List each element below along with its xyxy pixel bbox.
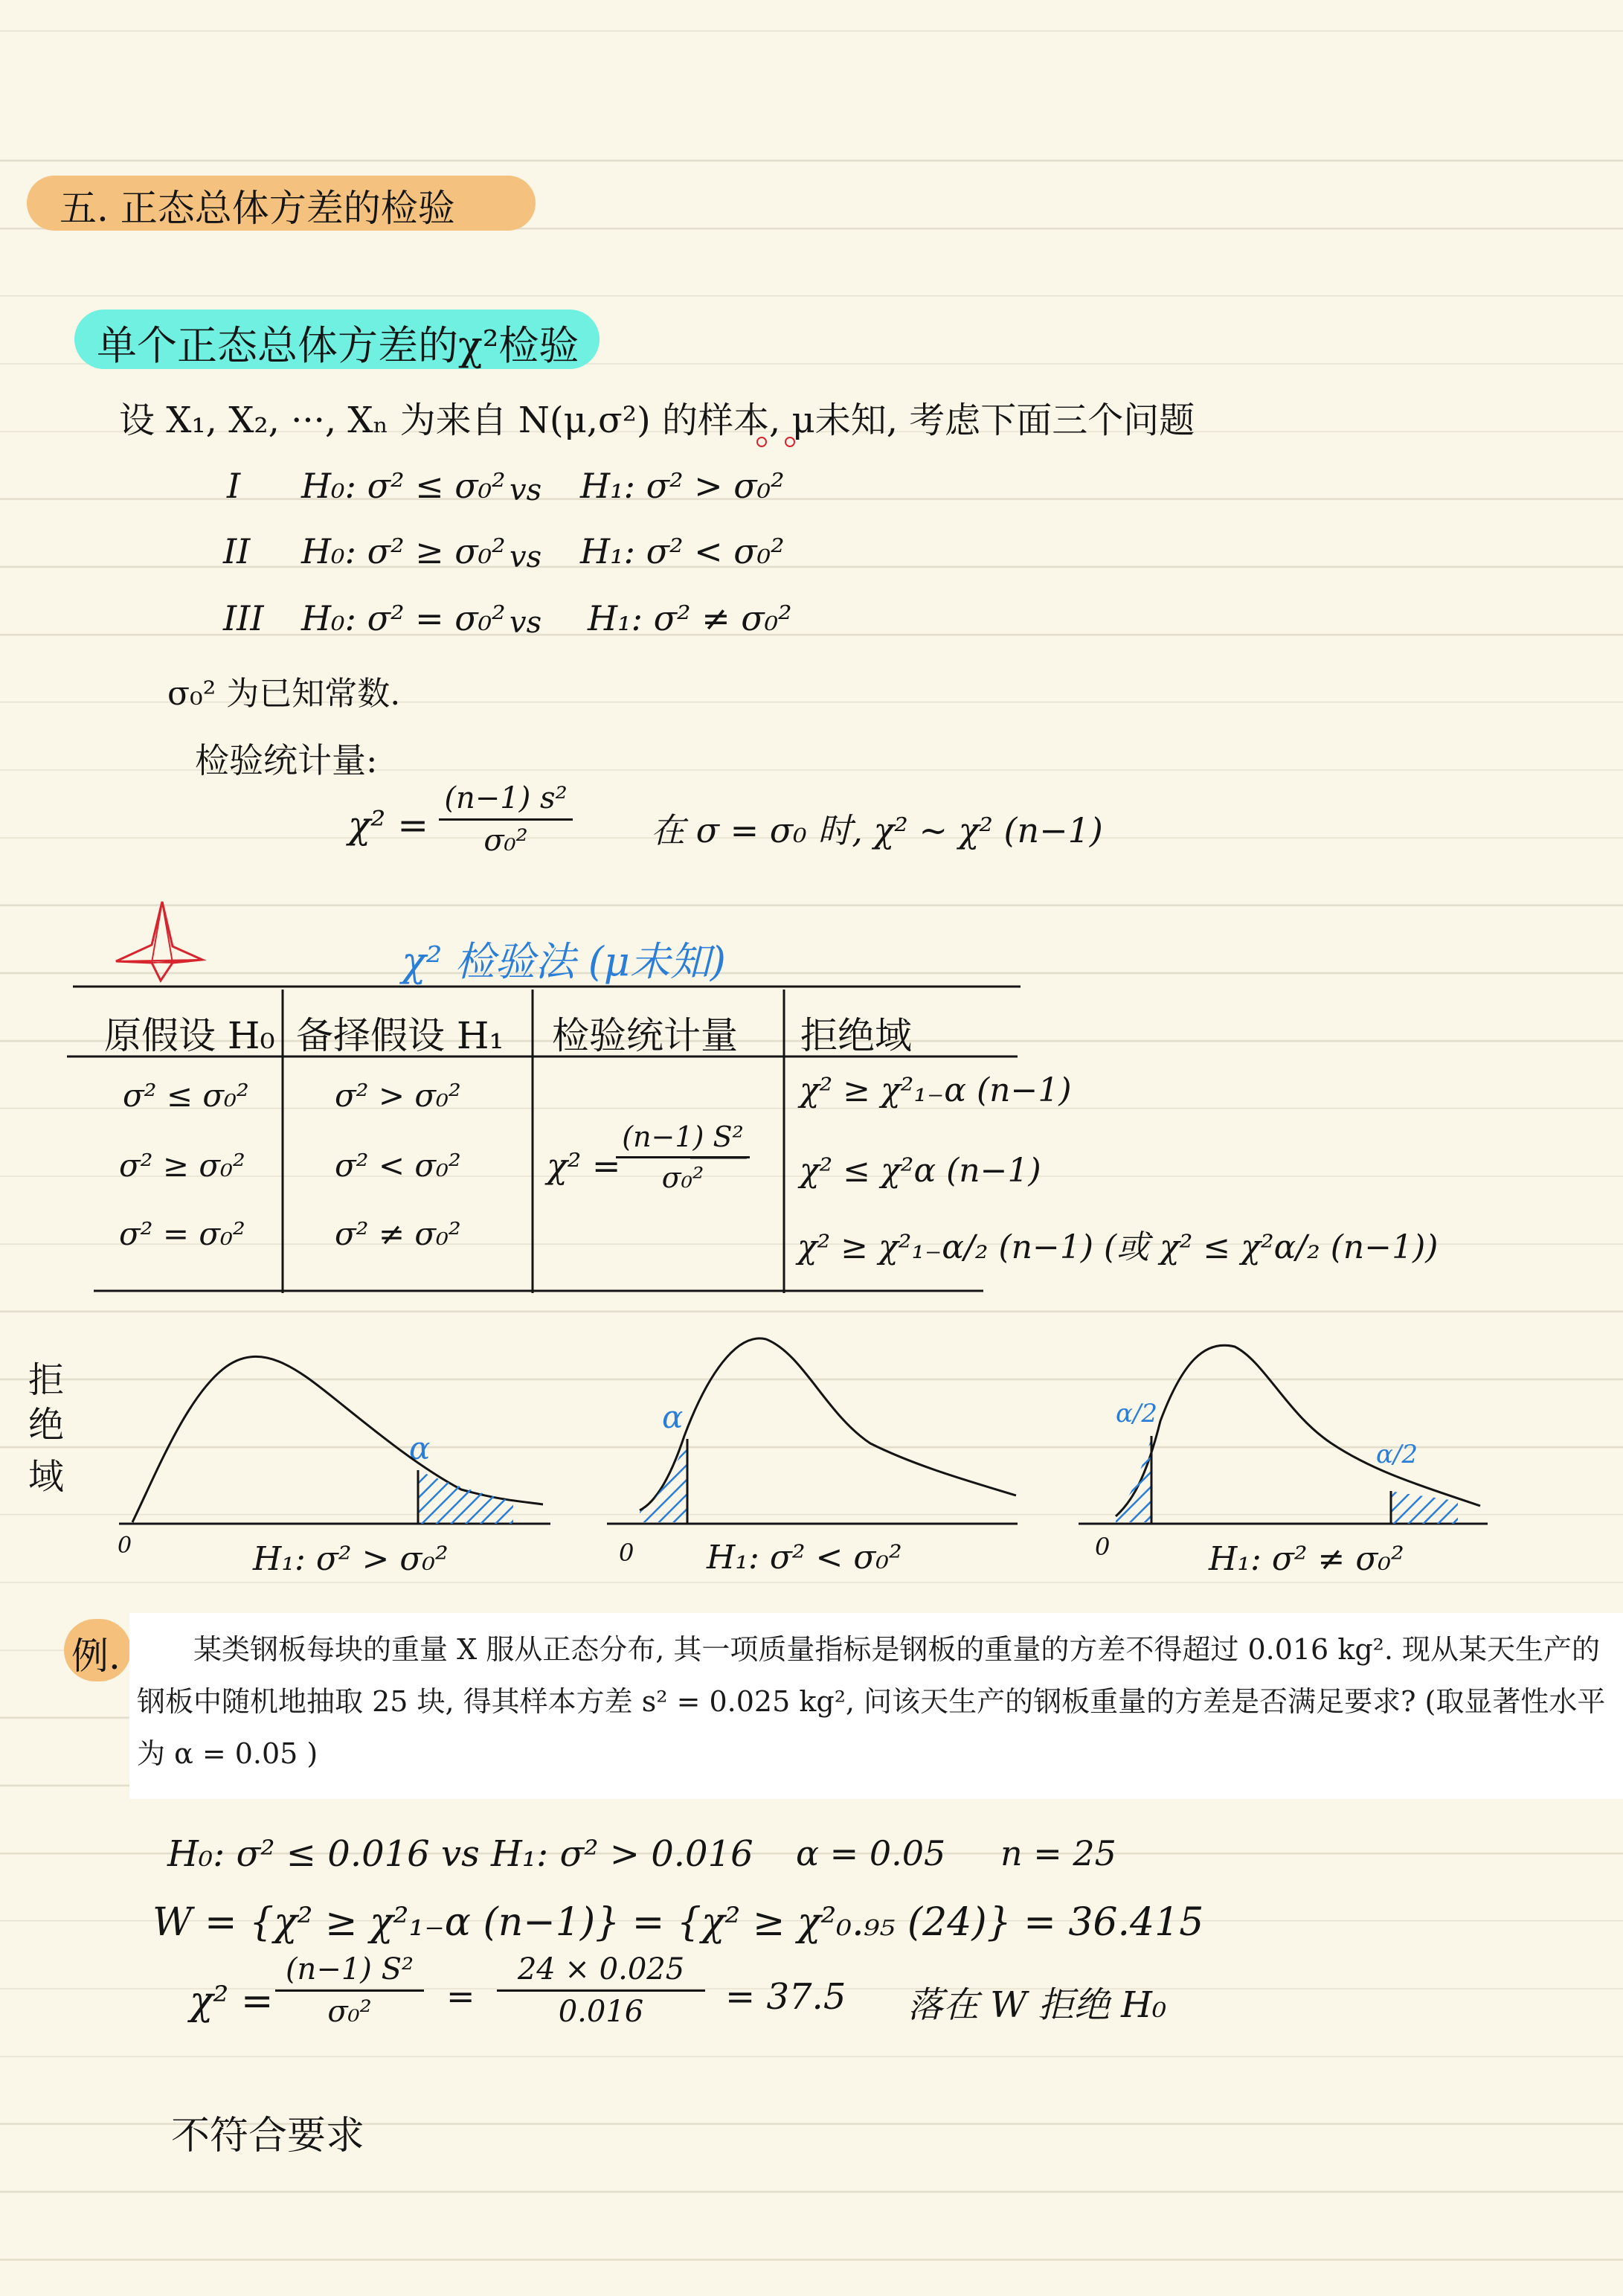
- solution-denominator-2: 0.016: [558, 1995, 644, 2029]
- table-statistic-numerator: (n−1) S²: [622, 1120, 744, 1153]
- hypothesis-h1: H₁: σ² > σ₀²: [580, 466, 785, 506]
- table-grid: [67, 987, 1021, 1293]
- graph3-alpha-right: α/2: [1376, 1440, 1418, 1469]
- emphasis-dot: [785, 437, 794, 446]
- hypothesis-h0: H₀: σ² ≥ σ₀²: [301, 531, 506, 571]
- emphasis-dot: [757, 437, 766, 446]
- hypothesis-h0: H₀: σ² ≤ σ₀²: [301, 466, 506, 506]
- hypothesis-number: II: [223, 531, 251, 571]
- example-problem-text: 某类钢板每块的重量 X 服从正态分布, 其一项质量指标是钢板的重量的方差不得超过 0.016 kg². 现从某天生产的钢板中随机地抽取 25 块, 得其样本方差 s² = 0.025 kg², 问该天生产的钢板重量的方差是否满足要求? (取显著性水平为 α = 0.05 ): [137, 1633, 1606, 1770]
- graph2: [607, 1338, 1018, 1524]
- table-header-reject: 拒绝域: [800, 1014, 912, 1057]
- solution-alpha: α = 0.05: [796, 1833, 946, 1873]
- statistic-label: 检验统计量:: [195, 740, 378, 780]
- intro-text: 设 X₁, X₂, ···, Xₙ 为来自 N(μ,σ²) 的样本, μ未知, 考虑下面三个问题: [119, 400, 1195, 441]
- section-title: 五. 正态总体方差的检验: [60, 187, 455, 230]
- reject-region-label-2: 绝: [28, 1404, 65, 1446]
- hypothesis-vs: vs: [510, 540, 542, 574]
- graph1-zero: 0: [118, 1533, 132, 1559]
- graph2-caption: H₁: σ² < σ₀²: [707, 1539, 902, 1577]
- solution-result: = 37.5: [725, 1976, 846, 2018]
- graph1-caption: H₁: σ² > σ₀²: [253, 1540, 449, 1578]
- solution-reject-region: W = {χ² ≥ χ²₁₋α (n−1)} = {χ² ≥ χ²₀.₉₅ (24)} = 36.415: [152, 1900, 1204, 1945]
- hypothesis-vs: vs: [510, 473, 542, 507]
- table-title: χ² 检验法 (μ未知): [402, 938, 726, 985]
- reject-region-label-3: 域: [28, 1456, 65, 1498]
- table-statistic-denominator: σ₀²: [661, 1161, 704, 1194]
- table-cell-h1: σ² > σ₀²: [335, 1077, 461, 1114]
- table-statistic-lhs: χ² =: [547, 1146, 621, 1186]
- graph2-alpha: α: [662, 1399, 684, 1435]
- statistic-numerator: (n−1) s²: [444, 781, 568, 815]
- statistic-distribution: 在 σ = σ₀ 时, χ² ~ χ² (n−1): [651, 810, 1103, 850]
- table-cell-h0: σ² ≤ σ₀²: [123, 1077, 249, 1114]
- hypothesis-number: III: [223, 598, 264, 638]
- solution-n: n = 25: [1000, 1833, 1116, 1873]
- table-header-h0: 原假设 H₀: [104, 1014, 275, 1057]
- graph1-alpha: α: [409, 1430, 431, 1466]
- table-header-statistic: 检验统计量: [552, 1014, 738, 1057]
- hypothesis-number: I: [227, 466, 241, 506]
- graph1: [119, 1356, 550, 1524]
- table-cell-h1: σ² ≠ σ₀²: [335, 1216, 461, 1252]
- table-cell-reject: χ² ≤ χ²α (n−1): [800, 1152, 1041, 1190]
- statistic-denominator: σ₀²: [483, 824, 528, 858]
- star-icon: [116, 902, 202, 981]
- hypothesis-h1: H₁: σ² ≠ σ₀²: [588, 598, 792, 638]
- solution-numerator-1: (n−1) S²: [285, 1952, 414, 1986]
- solution-equals: =: [446, 1976, 475, 2016]
- subsection-title: 单个正态总体方差的χ²检验: [97, 322, 579, 369]
- solution-hypotheses: H₀: σ² ≤ 0.016 vs H₁: σ² > 0.016: [167, 1833, 753, 1875]
- reject-region-label-1: 拒: [28, 1359, 65, 1401]
- table-cell-reject: χ² ≥ χ²₁₋α (n−1): [800, 1071, 1072, 1109]
- solution-numerator-2: 24 × 0.025: [517, 1952, 685, 1986]
- table-cell-reject: χ² ≥ χ²₁₋α/₂ (n−1) (或 χ² ≤ χ²α/₂ (n−1)): [797, 1228, 1439, 1266]
- statistic-lhs: χ² =: [348, 804, 429, 847]
- example-label: 例.: [71, 1635, 120, 1678]
- graph3-zero: 0: [1095, 1533, 1111, 1561]
- known-constant-note: σ₀² 为已知常数.: [167, 675, 401, 713]
- solution-conclusion: 落在 W 拒绝 H₀: [907, 1984, 1167, 2026]
- graph3: [1079, 1345, 1488, 1524]
- graph2-zero: 0: [619, 1539, 634, 1567]
- graph3-alpha-left: α/2: [1116, 1399, 1158, 1428]
- table-cell-h0: σ² ≥ σ₀²: [119, 1147, 245, 1184]
- solution-denominator-1: σ₀²: [327, 1995, 372, 2029]
- hypothesis-h0: H₀: σ² = σ₀²: [301, 598, 506, 638]
- solution-chi-lhs: χ² =: [190, 1979, 274, 2024]
- table-cell-h1: σ² < σ₀²: [335, 1147, 461, 1184]
- hypothesis-h1: H₁: σ² < σ₀²: [580, 531, 785, 571]
- graph3-caption: H₁: σ² ≠ σ₀²: [1209, 1540, 1404, 1578]
- table-cell-h0: σ² = σ₀²: [119, 1216, 245, 1252]
- table-header-h1: 备择假设 H₁: [296, 1014, 504, 1057]
- hypothesis-vs: vs: [510, 606, 542, 640]
- solution-final: 不符合要求: [171, 2114, 365, 2158]
